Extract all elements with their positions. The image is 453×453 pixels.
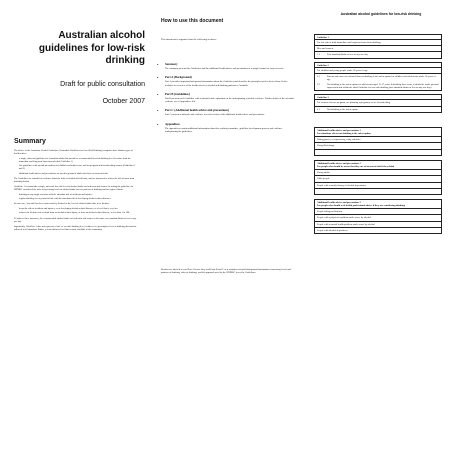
guideline-description: For women who are pregnant, are planning a pregnancy or are breastfeeding (315, 100, 441, 106)
guidelines-stack (314, 34, 442, 238)
summary-paragraph: In each case, 'low-risk' has been conservatively defined as the level of alcohol intake that, for a lifetime: (14, 203, 110, 206)
advice-title-text: Additional health advice and precautions 3 (317, 200, 361, 204)
section-text: The summary presents the Guidelines and the additional health advice and precautions in a simple format for easy reference. (165, 67, 285, 71)
advice-title (315, 200, 441, 209)
section-item (157, 62, 295, 70)
guideline-number: 1.1 (317, 53, 320, 57)
guideline-title: Guideline 1 (315, 35, 441, 40)
guideline-audience: Men and women (315, 46, 441, 52)
advice-subtitle: For people who should seek health professional advice if they are considering drinking (317, 203, 405, 207)
summary-paragraph: Guideline 1 recommends a single, universal low-risk level of alcohol intake for both men and women. In setting the guideline, the NHMRC considered the risks of increasing levels of alcohol intake for two patterns of drinking and two types of harm: (14, 185, 134, 191)
guideline-text: Parents and carers are advised that not drinking is the safest option for children and adolescents under 18 years of age. (327, 74, 436, 81)
summary-list-item: • drinking on any single occasion with the attendant risk of accidents and injuries (19, 194, 138, 197)
summary-paragraph: The advice of the Australian Alcohol Guidelines (Australian Guidelines for Low-Risk Drinking) comprises three distinct types of health advice: (14, 150, 133, 156)
advice-title (315, 128, 441, 137)
advice-box (314, 127, 442, 156)
advice-row: People taking medications (315, 209, 441, 215)
guideline-box (314, 34, 442, 59)
summary-list (14, 208, 138, 215)
advice-row: People with a physical condition made worse by alcohol (315, 215, 441, 221)
section-item (157, 108, 295, 116)
summary-paragraph: To achieve these outcomes, the recommended alcohol intake for both men and women is the same: two standard drinks or less in any one day. (14, 217, 137, 223)
guideline-number: 3.1 (317, 107, 320, 111)
summary-body (14, 150, 138, 234)
summary-heading: Summary (14, 138, 46, 145)
guideline-number: 2.1 (317, 74, 320, 78)
bullet-icon: • (157, 62, 159, 67)
section-text: Part A provides important background information about the Guidelines and describes the principles used to derive them. It also includes an overview of the health effects of alcohol and drinking patterns in Australia. (165, 80, 288, 87)
summary-paragraph: The Guidelines are founded on evidence about the risks of alcohol-related harm, and are structured to reduce the risk of harm from drinking alcohol. (14, 177, 135, 183)
summary-paragraph: Importantly, Guideline 1 does not represent a 'safe' or 'no-risk' drinking level, neither is it a prescriptive level of drinking that must be followed in all situations. Rather, it is an advisory level that is made available to the community. (14, 225, 137, 231)
section-item (157, 75, 295, 87)
guideline-description: For low risk of both immediate and long-term harm from drinking: (315, 40, 441, 46)
section-label: Part B (Guidelines) (165, 91, 190, 96)
guideline-line (315, 107, 441, 112)
guidelines-heading: Australian alcohol guidelines for low-risk drinking (340, 12, 422, 16)
advice-row (315, 150, 441, 155)
page-how-to-use (151, 0, 302, 453)
advice-row: Young adults (315, 170, 441, 176)
guideline-line (315, 82, 441, 90)
advice-title (315, 161, 441, 170)
summary-list-item: • five guidelines with special precautions for children and adolescents, and for pregnant and breastfeeding women (Guidelines 2 and 3) (19, 165, 138, 171)
advice-row: Taking part in, or supervising, risky activities (315, 137, 441, 143)
advice-row: Using illicit drugs (315, 143, 441, 149)
guideline-box (314, 62, 442, 92)
guideline-text: Not drinking is the safest option for adolescents aged 15-17 years. If drinking does occur, it should be under parental supervision and within the adult Guideline for low-risk drinking (two standard drinks or less on any one day). (327, 83, 439, 90)
guideline-line (315, 74, 441, 82)
section-item (157, 122, 295, 134)
advice-row: People with a family history of alcohol dependence (315, 183, 441, 189)
advice-box (314, 160, 442, 195)
guideline-number: 2.2 (317, 83, 320, 86)
advice-title-text: Additional health advice and precautions 2 (317, 161, 361, 165)
summary-list-item: • keeps the risk of accidents and injuries, or of developing alcohol-related diseases, to a level that is very low (19, 208, 138, 211)
guideline-description: For children and young people under 18 years of age (315, 68, 441, 74)
advice-row: People with a mental health problem made worse by alcohol (315, 222, 441, 228)
bullet-icon: • (157, 91, 159, 97)
section-label: Part A (Background) (165, 75, 192, 80)
advice-row: Older people (315, 176, 441, 182)
guideline-box (314, 94, 442, 112)
guideline-title: Guideline 3 (315, 95, 441, 100)
summary-list-item: • additional health advice and precautions for specific groups of adults who have an increased risk. (19, 173, 138, 176)
advice-box (314, 199, 442, 234)
section-label: Summary (165, 62, 178, 66)
document-subtitle: Draft for public consultation (60, 81, 145, 88)
summary-list (14, 194, 138, 201)
guideline-title: Guideline 2 (315, 63, 441, 68)
page-guidelines (302, 0, 453, 453)
advice-row: People with alcohol dependence (317, 228, 348, 232)
guideline-text: Two standard drinks or less in any one day (327, 53, 368, 57)
section-list (157, 62, 295, 138)
advice-subtitle: For situations where not drinking is the safest option (317, 131, 371, 135)
summary-list-item: • regular drinking over a period of time with the attendant risk of developing alcohol-related diseases. (19, 198, 138, 201)
advice-title-text: Additional health advice and precautions 1 (317, 128, 361, 132)
bullet-icon: • (157, 108, 159, 114)
section-label: Appendices (165, 121, 180, 126)
how-to-use-outro: Readers are advised to read Part A before they read Parts B and C as it contains essential background information concerning levels and patterns of drinking, risks of drinking, and the approach used by the NHMRC to set the Guidelines. (161, 268, 291, 275)
section-item (157, 92, 295, 104)
advice-row (315, 189, 441, 194)
section-text: Part B presents each Guideline with a rationale and explanation of the underpinning scientific evidence. Further details of the scientific evidence are in Appendices 4-8. (165, 96, 295, 104)
section-text: Part C presents a rationale and evidence for each section of the additional health advice and precautions. (165, 113, 265, 117)
document-title: Australian alcohol guidelines for low-risk drinking (38, 30, 145, 66)
section-label: Part C (Additional health advice and precautions) (165, 108, 229, 113)
advice-subtitle: For people who should be aware that they are at increased risk if they drink (317, 164, 395, 168)
bullet-icon: • (157, 75, 159, 81)
how-to-use-heading: How to use this document (161, 18, 224, 24)
bullet-icon: • (157, 121, 159, 127)
page-summary (0, 0, 151, 453)
guideline-text: Not drinking is the safest option. (327, 107, 359, 111)
summary-list-item: • a single, universal guideline for Australian adults that provides a recommended low-risk drinking level to reduce both the immediate and long-term harm from alcohol (Guideline 1) (19, 158, 138, 164)
how-to-use-intro: This document is organised into the following sections: (161, 38, 217, 41)
summary-list-item: • reduces the lifetime risk of death from an alcohol-related injury, or from an alcohol-related disease, to less than 1 in 100. (19, 212, 138, 215)
document-date: October 2007 (102, 98, 145, 105)
section-text: The appendices contain additional information about the working committee, guideline development process and evidence underpinning the guidelines. (165, 126, 283, 133)
summary-list (14, 158, 138, 175)
guideline-line (315, 52, 441, 57)
